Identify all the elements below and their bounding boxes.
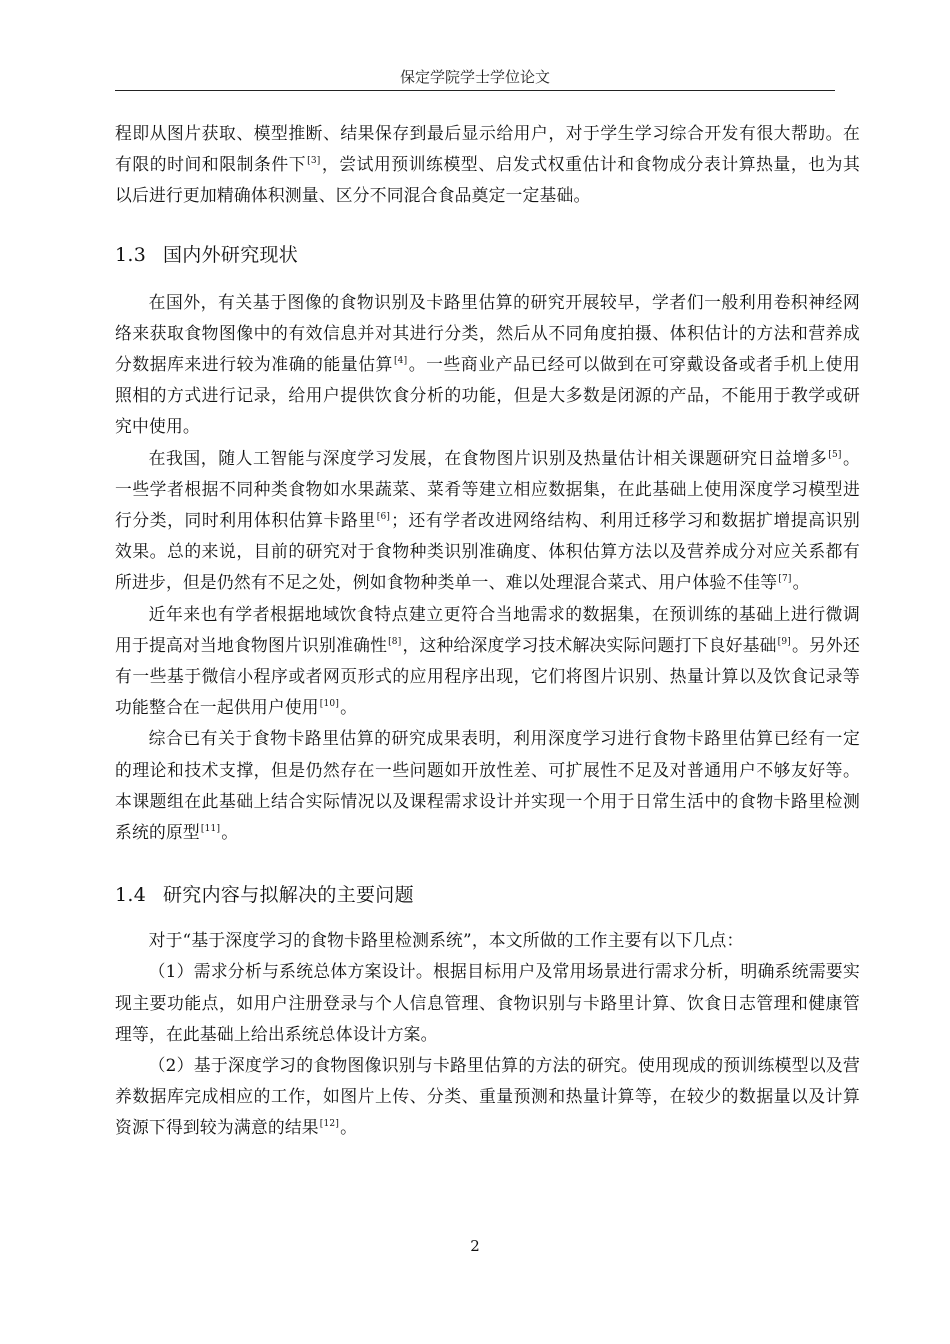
text-run: 综合已有关于食物卡路里估算的研究成果表明，利用深度学习进行食物卡路里估算已经有一定的理论和技术支撑，但是仍然存在一些问题如开放性差、可扩展性不足及对普通用户不够友好等。本课题组在此基础上结合实际情况以及课程需求设计并实现一个用于日常生活中的食物卡路里检测系统的原型 — [115, 728, 860, 843]
section-heading-1-3 — [115, 241, 860, 269]
paragraph-domestic-research — [115, 443, 860, 599]
paragraph-intro — [115, 118, 860, 212]
citation: [8] — [388, 636, 402, 647]
text-run: 在国外，有关基于图像的食物识别及卡路里估算的研究开展较早，学者们一般利用卷积神经网络来获取食物图像中的有效信息并对其进行分类，然后从不同角度拍摄、体积估计的方法和营养成分数据库来进行较为准确的能量估算 — [115, 291, 860, 375]
text-run: 。 — [340, 697, 358, 718]
citation: [3] — [307, 156, 321, 167]
citation: [7] — [778, 574, 792, 585]
paragraph-work-overview — [115, 925, 860, 956]
text-run: 。一些商业产品已经可以做到在可穿戴设备或者手机上使用照相的方式进行记录，给用户提供饮食分析的功能，但是大多数是闭源的产品，不能用于教学或研究中使用。 — [115, 354, 861, 437]
citation: [12] — [319, 1119, 340, 1130]
paragraph-recent-research — [115, 599, 860, 724]
text-run: 程即从图片获取、模型推断、结果保存到最后显示给用户，对于学生学习综合开发有很大帮助。在有限的时间和限制条件下 — [115, 123, 860, 175]
citation: [5] — [828, 449, 842, 460]
section-title: 研究内容与拟解决的主要问题 — [163, 884, 414, 907]
citation: [11] — [200, 824, 221, 835]
section-title: 国内外研究现状 — [163, 243, 299, 266]
paragraph-foreign-research — [115, 287, 860, 443]
citation: [6] — [376, 512, 391, 523]
text-run: 。 — [221, 822, 239, 843]
paragraph-item-2 — [115, 1050, 860, 1144]
page-number: 2 — [470, 1237, 480, 1255]
header-rule — [115, 90, 835, 91]
citation: [9] — [777, 636, 791, 647]
text-run: 对于“基于深度学习的食物卡路里检测系统”，本文所做的工作主要有以下几点： — [148, 930, 744, 951]
section-number: 1.4 — [115, 884, 147, 907]
citation: [4] — [393, 356, 408, 367]
citation: [10] — [319, 699, 340, 710]
text-run: 。一些学者根据不同种类食物如水果蔬菜、菜肴等建立相应数据集，在此基础上使用深度学习模型进行分类，同时利用体积估算卡路里 — [115, 447, 860, 531]
page-body — [115, 118, 860, 1144]
text-run: ，尝试用预训练模型、启发式权重估计和食物成分表计算热量，也为其以后进行更加精确体积测量、区分不同混合食品奠定一定基础。 — [115, 154, 861, 206]
text-run: 。另外还有一些基于微信小程序或者网页形式的应用程序出现，它们将图片识别、热量计算以及饮食记录等功能整合在一起供用户使用 — [115, 634, 860, 718]
running-header: 保定学院学士学位论文 — [399, 68, 550, 86]
text-run: 。 — [340, 1117, 358, 1138]
text-run: （2）基于深度学习的食物图像识别与卡路里估算的方法的研究。使用现成的预训练模型以及营养数据库完成相应的工作，如图片上传、分类、重量预测和热量计算等，在较少的数据量以及计算资源下得到较为满意的结果 — [115, 1055, 860, 1138]
text-run: ，这种给深度学习技术解决实际问题打下良好基础 — [402, 634, 777, 655]
section-heading-1-4 — [115, 881, 860, 909]
text-run: （1）需求分析与系统总体方案设计。根据目标用户及常用场景进行需求分析，明确系统需要实现主要功能点，如用户注册登录与个人信息管理、食物识别与卡路里计算、饮食日志管理和健康管理等，在此基础上给出系统总体设计方案。 — [115, 961, 860, 1044]
paragraph-item-1 — [115, 956, 860, 1050]
text-run: 。 — [792, 572, 810, 593]
section-number: 1.3 — [115, 243, 147, 266]
text-run: 在我国，随人工智能与深度学习发展，在食物图片识别及热量估计相关课题研究日益增多 — [148, 447, 828, 468]
paragraph-summary — [115, 723, 860, 848]
text-run: ；还有学者改进网络结构、利用迁移学习和数据扩增提高识别效果。总的来说，目前的研究对于食物种类识别准确度、体积估算方法以及营养成分对应关系都有所进步，但是仍然有不足之处，例如食物种类单一、难以处理混合菜式、用户体验不佳等 — [115, 510, 860, 593]
text-run: 近年来也有学者根据地域饮食特点建立更符合当地需求的数据集，在预训练的基础上进行微调用于提高对当地食物图片识别准确性 — [115, 603, 860, 655]
